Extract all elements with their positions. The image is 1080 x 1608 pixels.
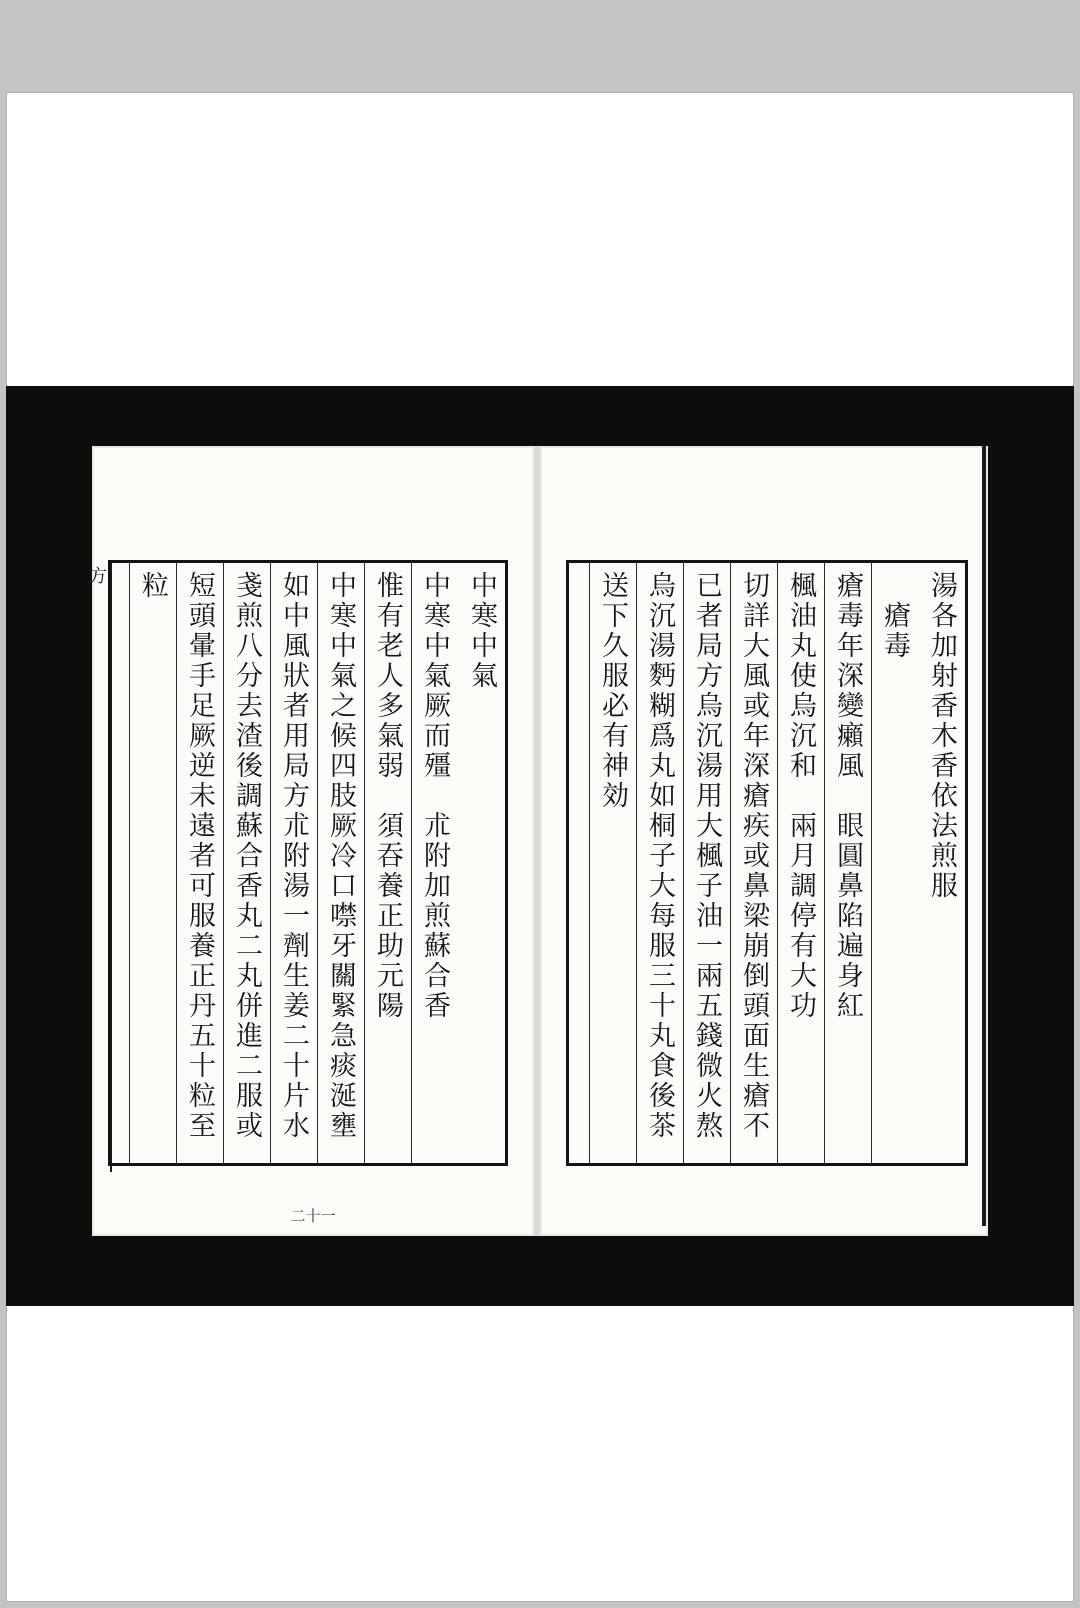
right-column-3: 瘡毒年深變癩風眼圓鼻陷遍身紅 [824, 563, 871, 1163]
left-margin-label: 方 [82, 560, 112, 1172]
right-page [540, 446, 988, 1236]
left-column-6: 戔煎八分去渣後調蘇合香丸二丸併進二服或 [223, 563, 270, 1163]
left-column-2: 中寒中氣厥而殭朮附加煎蘇合香 [411, 563, 458, 1163]
right-column-1: 湯各加射香木香依法煎服 [926, 571, 957, 901]
right-column-6: 已者局方烏沉湯用大楓子油一兩五錢微火熬 [683, 563, 730, 1163]
right-column-4: 楓油丸使烏沉和兩月調停有大功 [777, 563, 824, 1163]
left-column-1: 中寒中氣 [466, 571, 497, 691]
left-column-8: 粒 [129, 563, 176, 1163]
left-text-frame [108, 560, 508, 1166]
right-column-7: 烏沉湯麪糊爲丸如桐子大每服三十丸食後茶 [636, 563, 683, 1163]
right-column-5: 切詳大風或年深瘡疾或鼻梁崩倒頭面生瘡不 [730, 563, 777, 1163]
right-text-frame [566, 560, 968, 1166]
right-column-8: 送下久服必有神効 [589, 563, 636, 1163]
left-folio: 二十一 [290, 1207, 336, 1225]
left-column-3: 惟有老人多氣弱須吞養正助元陽 [364, 563, 411, 1163]
left-column-5: 如中風狀者用局方朮附湯一劑生姜二十片水 [270, 563, 317, 1163]
right-column-2: 瘡毒 [871, 563, 918, 1163]
right-page-edge [982, 446, 986, 1226]
left-page [86, 446, 534, 1236]
left-column-7: 短頭暈手足厥逆未遠者可服養正丹五十粒至 [176, 563, 223, 1163]
left-column-4: 中寒中氣之候四肢厥冷口噤牙關緊急痰涎壅 [317, 563, 364, 1163]
